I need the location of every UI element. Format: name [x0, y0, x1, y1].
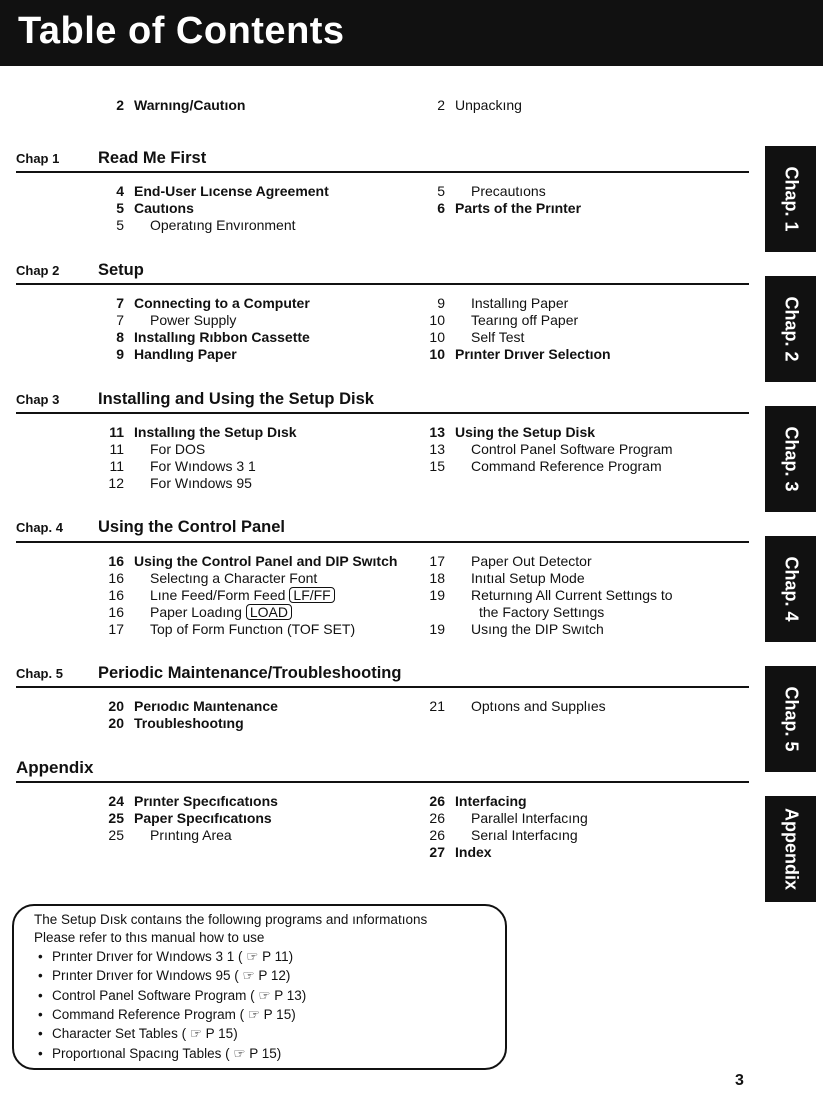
toc-page-number: 21: [429, 698, 445, 714]
chapter-tab: [765, 406, 816, 512]
page-title: Table of Contents: [18, 10, 345, 52]
toc-entry-title: Troubleshootıng: [134, 715, 244, 731]
chapter-tab-label: Chap. 2: [781, 296, 801, 362]
toc-page-number: 4: [116, 183, 124, 199]
note-item: • Prınter Drıver for Wındows 95 ( ☞ P 12): [52, 968, 290, 984]
chapter-tab: [765, 146, 816, 252]
note-item: • Proportıonal Spacıng Tables ( ☞ P 15): [52, 1046, 281, 1062]
chapter-tab-label: Chap. 5: [781, 686, 801, 752]
toc-entry-title: Parallel Interfacıng: [471, 810, 588, 826]
toc-page-number: 11: [109, 441, 124, 457]
toc-page-number: 25: [108, 827, 124, 843]
toc-entry-title: Returnıng All Current Settıngs to: [471, 587, 673, 603]
chapter-tab: [765, 276, 816, 382]
page-header: [0, 0, 823, 66]
toc-entry-title: Using the Setup Disk: [455, 424, 596, 440]
toc-entry-line: [150, 587, 335, 604]
toc-entry-title: Using the Control Panel and DIP Swıtch: [134, 553, 398, 569]
toc-entry-title: Perıodıc Maıntenance: [134, 698, 278, 714]
toc-entry-title: For Wındows 95: [150, 475, 252, 491]
key-label: LF/FF: [289, 587, 334, 603]
toc-page-number: 10: [429, 329, 445, 345]
toc-entry-title: For DOS: [150, 441, 206, 457]
page-number: 3: [735, 1072, 744, 1089]
section-rule: [16, 781, 749, 783]
toc-entry-title: Optıons and Supplıes: [471, 698, 606, 714]
toc-entry-title: Power Supply: [150, 312, 237, 328]
toc-page-number: 16: [108, 570, 124, 586]
toc-page-number: 11: [109, 458, 124, 474]
chapter-tab-label: Appendix: [781, 807, 801, 891]
toc-page-number: 2: [437, 97, 445, 113]
toc-entry-title: Precautıons: [471, 183, 546, 199]
toc-entry-title: End-User Lıcense Agreement: [134, 183, 329, 199]
toc-page-number: 17: [108, 621, 124, 637]
section-title: Periodic Maintenance/Troubleshooting: [98, 664, 402, 682]
toc-page-number: 20: [108, 715, 124, 731]
toc-page-number: 15: [429, 458, 445, 474]
toc-entry-title: Serıal Interfacıng: [471, 827, 578, 843]
note-item: • Command Reference Program ( ☞ P 15): [52, 1007, 296, 1023]
section-rule: [16, 541, 749, 543]
toc-entry-title: Installıng Paper: [471, 295, 569, 311]
section-title: Setup: [98, 261, 144, 279]
toc-page-number: 13: [429, 441, 445, 457]
toc-page-number: 26: [429, 827, 445, 843]
chapter-label: Chap. 4: [16, 520, 63, 535]
toc-page-number: 5: [116, 217, 124, 233]
toc-entry-line: [150, 604, 292, 621]
toc-entry-title: Paper Loadıng: [150, 604, 242, 620]
toc-page-number: 24: [108, 793, 124, 809]
section-rule: [16, 686, 749, 688]
section-title: Appendix: [16, 758, 94, 777]
key-label: LOAD: [246, 604, 292, 620]
toc-entry-title: Tearıng off Paper: [471, 312, 579, 328]
section-title: Using the Control Panel: [98, 518, 286, 536]
toc-page-number: 16: [108, 604, 124, 620]
chapter-tab-label: Chap. 4: [781, 556, 801, 622]
toc-entry-title: Prınter Drıver Selectıon: [455, 346, 611, 362]
toc-page-number: 5: [437, 183, 445, 199]
toc-page-number: 7: [116, 312, 124, 328]
section-rule: [16, 412, 749, 414]
section-rule: [16, 171, 749, 173]
toc-page-number: 17: [429, 553, 445, 569]
note-item: • Character Set Tables ( ☞ P 15): [52, 1026, 238, 1042]
toc-entry-title: Top of Form Functıon (TOF SET): [150, 621, 356, 637]
toc-entry-title: For Wındows 3 1: [150, 458, 256, 474]
toc-entry-title: Self Test: [471, 329, 525, 345]
toc-page-number: 18: [429, 570, 445, 586]
toc-entry-title: Paper Specıfıcatıons: [134, 810, 272, 826]
toc-entry-title: Selectıng a Character Font: [150, 570, 318, 586]
toc-page-number: 2: [116, 97, 124, 113]
toc-page-number: 16: [108, 553, 124, 569]
toc-entry-title: Warnıng/Cautıon: [134, 97, 246, 113]
toc-entry-title: Cautıons: [134, 200, 194, 216]
note-item: • Control Panel Software Program ( ☞ P 13): [52, 988, 306, 1004]
toc-entry-title: Operatıng Envıronment: [150, 217, 296, 233]
toc-entry-title: Parts of the Prınter: [455, 200, 582, 216]
toc-page-number: 9: [437, 295, 445, 311]
chapter-label: Chap 3: [16, 392, 60, 407]
chapter-tab-label: Chap. 1: [781, 166, 801, 232]
toc-page-number: 16: [108, 587, 124, 603]
chapter-label: Chap 1: [16, 151, 60, 166]
chapter-tab: [765, 796, 816, 902]
toc-entry-title: Index: [455, 844, 492, 860]
toc-page-number: 8: [116, 329, 124, 345]
note-intro-line: The Setup Dısk contaıns the followıng programs and ınformatıons: [34, 912, 428, 927]
note-item: • Prınter Drıver for Wındows 3 1 ( ☞ P 11): [52, 949, 293, 965]
toc-page-number: 9: [116, 346, 124, 362]
chapter-label: Chap. 5: [16, 666, 63, 681]
toc-entry-title: Prıntıng Area: [150, 827, 232, 843]
toc-entry-title: Installıng Rıbbon Cassette: [134, 329, 310, 345]
toc-page-number: 12: [108, 475, 124, 491]
toc-page-number: 5: [116, 200, 124, 216]
toc-page-number: 6: [437, 200, 445, 216]
toc-page-number: 19: [429, 621, 445, 637]
toc-entry-title: Control Panel Software Program: [471, 441, 673, 457]
toc-entry-title: Command Reference Program: [471, 458, 662, 474]
toc-page-number: 11: [109, 424, 124, 440]
chapter-tab: [765, 536, 816, 642]
toc-page-number: 13: [429, 424, 445, 440]
toc-page-number: 27: [429, 844, 445, 860]
toc-entry-title: Lıne Feed/Form Feed: [150, 587, 286, 603]
toc-page-number: 20: [108, 698, 124, 714]
note-intro-line: Please refer to thıs manual how to use: [34, 930, 265, 945]
toc-entry-title: the Factory Settıngs: [479, 604, 605, 620]
chapter-tab: [765, 666, 816, 772]
section-title: Installing and Using the Setup Disk: [98, 390, 374, 408]
toc-entry-title: Inıtıal Setup Mode: [471, 570, 585, 586]
section-rule: [16, 283, 749, 285]
toc-page-number: 7: [116, 295, 124, 311]
toc-page-number: 26: [429, 793, 445, 809]
toc-entry-title: Handlıng Paper: [134, 346, 237, 362]
toc-entry-title: Installıng the Setup Dısk: [134, 424, 297, 440]
toc-page-number: 10: [429, 346, 445, 362]
toc-page-number: 25: [108, 810, 124, 826]
toc-page-number: 26: [429, 810, 445, 826]
toc-entry-title: Paper Out Detector: [471, 553, 592, 569]
section-title: Read Me First: [98, 149, 207, 167]
chapter-tab-label: Chap. 3: [781, 426, 801, 492]
toc-entry-title: Interfacing: [455, 793, 527, 809]
toc-page-number: 10: [429, 312, 445, 328]
toc-entry-title: Usıng the DIP Swıtch: [471, 621, 604, 637]
chapter-label: Chap 2: [16, 263, 60, 278]
toc-entry-title: Unpackıng: [455, 97, 522, 113]
setup-disk-note: [12, 904, 507, 1070]
toc-entry-title: Connecting to a Computer: [134, 295, 310, 311]
toc-entry-title: Prınter Specıfıcatıons: [134, 793, 278, 809]
toc-page-number: 19: [429, 587, 445, 603]
